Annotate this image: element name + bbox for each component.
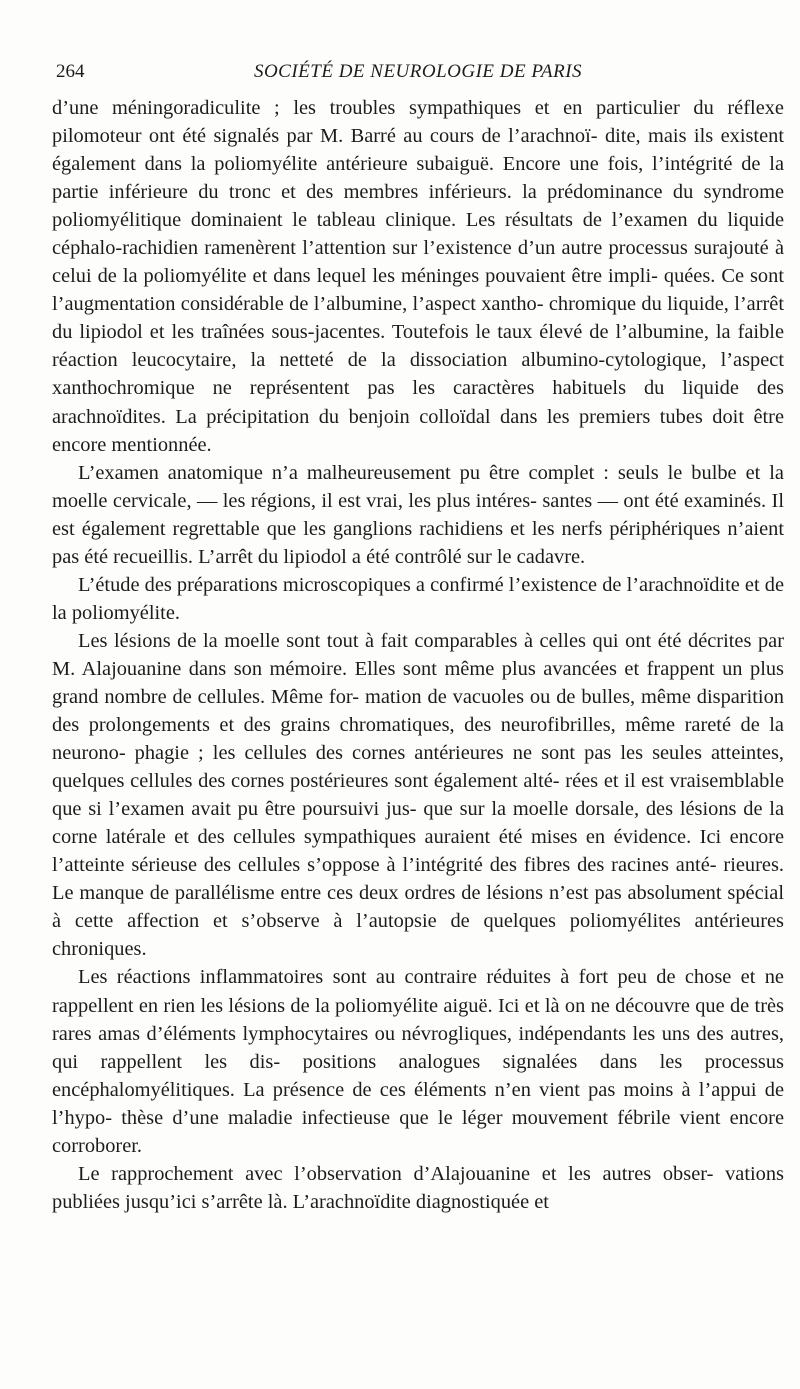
paragraph: L’étude des préparations microscopiques a confirmé l’existence de l’arachnoïdite et de la poliomyélite.: [52, 573, 784, 624]
page-number: 264: [56, 61, 85, 82]
paragraph: Les réactions inflammatoires sont au contraire réduites à fort peu de chose et ne rappellent en rien les lésions de la poliomyélite aiguë. Ici et là on ne découvre que de très rares amas d’éléments lymphocytaires ou névrogliques, indépendants les uns des autres, qui rappellent les dis- positions analogues signalées dans les processus encéphalomyélitiques. La présence de ces éléments n’en vient pas moins à l’appui de l’hypo- thèse d’une maladie infectieuse que le léger mouvement fébrile vient encore corroborer.: [52, 966, 784, 1157]
paragraph: Les lésions de la moelle sont tout à fait comparables à celles qui ont été décrites par M. Alajouanine dans son mémoire. Elles sont même plus avancées et frappent un plus grand nombre de cellules. Même for- mation de vacuoles ou de bulles, même disparition des prolongements et des grains chromatiques, des neurofibrilles, même rareté de la neurono- phagie ; les cellules des cornes antérieures ne sont pas les seules atteintes, quelques cellules des cornes postérieures sont également alté- rées et il est vraisemblable que si l’examen avait pu être poursuivi jus- que sur la moelle dorsale, des lésions de la corne latérale et des cellules sympathiques auraient été mises en évidence. Ici encore l’atteinte sérieuse des cellules s’oppose à l’intégrité des fibres des racines anté- rieures. Le manque de parallélisme entre ces deux ordres de lésions n’est pas absolument spécial à cette affection et s’observe à l’autopsie de quelques poliomyélites antérieures chroniques.: [52, 629, 784, 961]
paragraph: L’examen anatomique n’a malheureusement pu être complet : seuls le bulbe et la moelle cervicale, — les régions, il est vrai, les plus intéres- santes — ont été examinés. Il est également regrettable que les ganglions rachidiens et les nerfs périphériques n’aient pas été recueillis. L’arrêt du lipiodol a été contrôlé sur le cadavre.: [52, 461, 784, 568]
paragraph: d’une méningoradiculite ; les troubles sympathiques et en particulier du réflexe pilomoteur ont été signalés par M. Barré au cours de l’arachnoï- dite, mais ils existent également dans la poliomyélite antérieure subaiguë. Encore une fois, l’intégrité de la partie inférieure du tronc et des membres inférieurs. la prédominance du syndrome poliomyélitique dominaient le tableau clinique. Les résultats de l’examen du liquide céphalo-rachidien ramenèrent l’attention sur l’existence d’un autre processus surajouté à celui de la poliomyélite et dans lequel les méninges pouvaient être impli- quées. Ce sont l’augmentation considérable de l’albumine, l’aspect xantho- chromique du liquide, l’arrêt du lipiodol et les traînées sous-jacentes. Toutefois le taux élevé de l’albumine, la faible réaction leucocytaire, la netteté de la dissociation albumino-cytologique, l’aspect xanthochromique ne représentent pas les caractères habituels du liquide des arachnoïdites. La précipitation du benjoin colloïdal dans les premiers tubes doit être encore mentionnée.: [52, 97, 784, 456]
running-head: [52, 58, 784, 86]
paragraph: Le rapprochement avec l’observation d’Alajouanine et les autres obser- vations publiées jusqu’ici s’arrête là. L’arachnoïdite diagnostiquée et: [52, 1162, 784, 1213]
body-text: [52, 94, 784, 1216]
journal-title: SOCIÉTÉ DE NEUROLOGIE DE PARIS: [253, 61, 583, 82]
page: [52, 58, 784, 1216]
